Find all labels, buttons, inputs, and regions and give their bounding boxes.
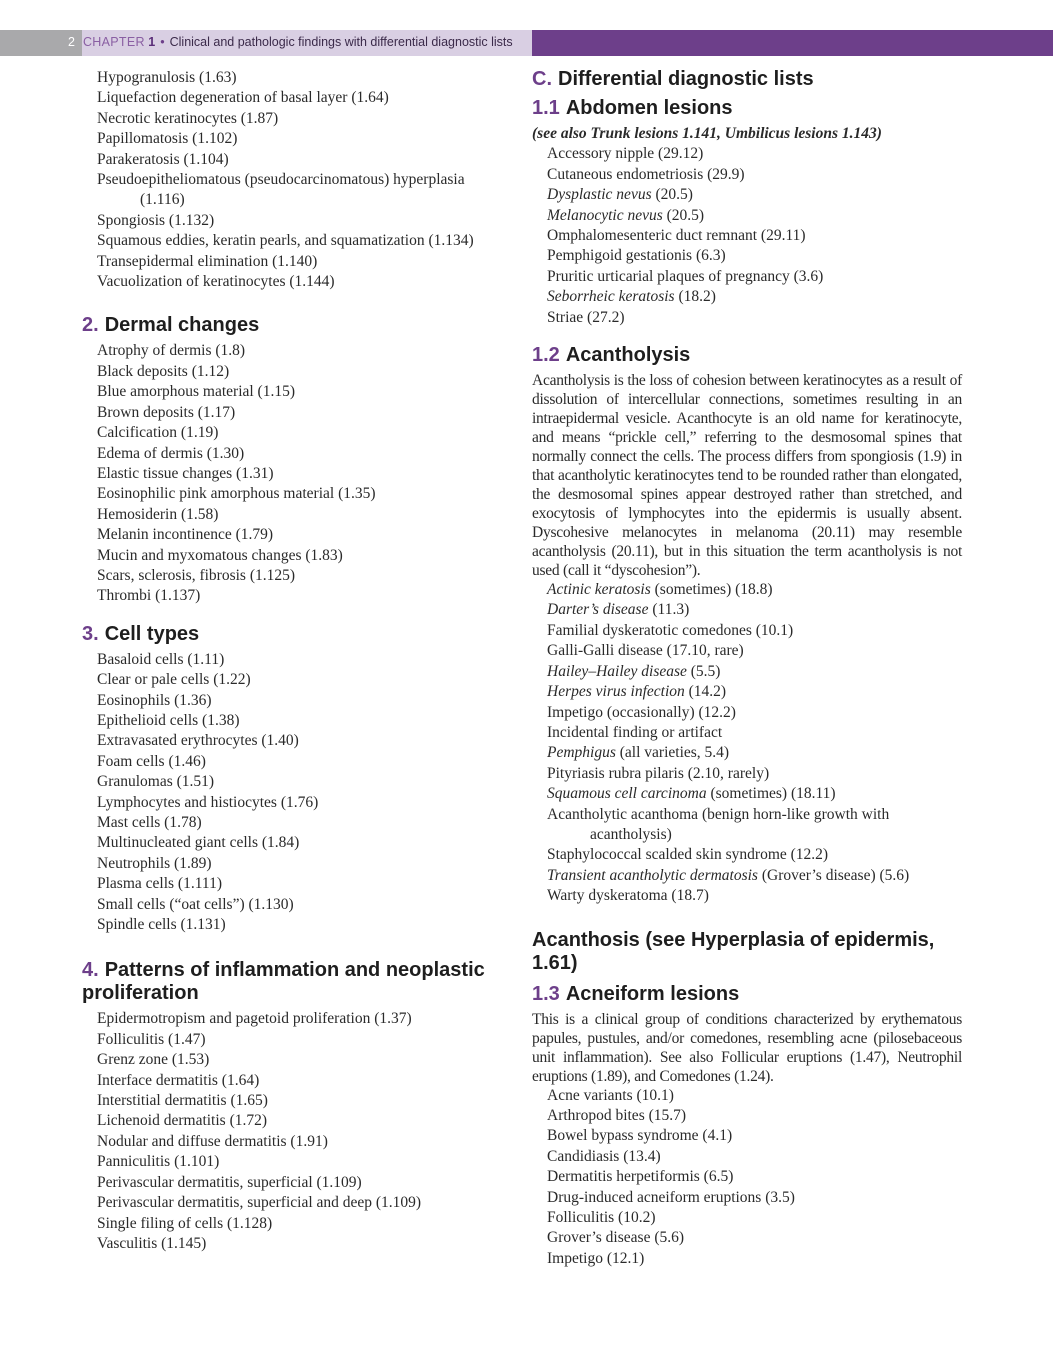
section-number: 3. xyxy=(82,622,99,645)
item-text: (5.5) xyxy=(686,662,721,680)
chapter-label: CHAPTER xyxy=(82,35,145,49)
list-item: Liquefaction degeneration of basal layer (1.64) xyxy=(97,89,389,107)
section-title: Cell types xyxy=(104,622,200,645)
section-heading xyxy=(82,959,507,1005)
main-heading xyxy=(532,68,962,91)
list-item: Mucin and myxomatous changes (1.83) xyxy=(97,546,343,564)
list-epidermal-changes-continued xyxy=(82,68,507,292)
list-item: Extravasated erythrocytes (1.40) xyxy=(97,732,299,750)
list-item: Scars, sclerosis, fibrosis (1.125) xyxy=(97,566,296,584)
list-item: Arthropod bites (15.7) xyxy=(547,1106,687,1124)
chapter-number: 1 xyxy=(148,35,156,49)
list-item xyxy=(532,703,962,723)
list-item: Thrombi (1.137) xyxy=(97,587,201,605)
list-item: Multinucleated giant cells (1.84) xyxy=(97,834,300,852)
list-item: Perivascular dermatitis, superficial (1.109) xyxy=(97,1173,362,1191)
item-text: Impetigo (occasionally) (12.2) xyxy=(547,703,736,721)
list-item xyxy=(532,206,962,226)
list-item: Panniculitis (1.101) xyxy=(97,1153,220,1171)
section-title: Patterns of inflammation and neoplastic proliferation xyxy=(82,959,485,1005)
list-item: Pseudoepitheliomatous (pseudocarcinomatous) hyperplasia (1.116) xyxy=(97,171,465,209)
section-heading xyxy=(82,623,507,646)
item-text: (all varieties, 5.4) xyxy=(615,744,730,762)
list-item: Squamous eddies, keratin pearls, and squamatization (1.134) xyxy=(97,232,474,250)
list-item: Papillomatosis (1.102) xyxy=(97,130,238,148)
list-item: Bowel bypass syndrome (4.1) xyxy=(547,1127,733,1145)
acneiform-paragraph: This is a clinical group of conditions characterized by erythematous papules, pustules, and/or comedones, resembling acne (pilosebaceous unit inflammation). See also Follicular eruptions (1.47), Neutrophil eruptions (1.89), and Comedones (1.24). xyxy=(532,1010,962,1085)
list-item: Spindle cells (1.131) xyxy=(97,916,226,934)
list-item: Necrotic keratinocytes (1.87) xyxy=(97,109,279,127)
list-item xyxy=(532,185,962,205)
item-text: (20.5) xyxy=(651,186,693,204)
item-text: Pemphigoid gestationis (6.3) xyxy=(547,247,726,265)
list-item: Elastic tissue changes (1.31) xyxy=(97,464,274,482)
list-item xyxy=(532,764,962,784)
list-item: Epidermotropism and pagetoid proliferation (1.37) xyxy=(97,1010,412,1028)
list-acneiform-lesions xyxy=(532,1086,962,1270)
main-heading-number: C. xyxy=(532,68,552,90)
list-item: Foam cells (1.46) xyxy=(97,752,206,770)
left-sections xyxy=(82,314,507,1254)
list-item: Nodular and diffuse dermatitis (1.91) xyxy=(97,1132,328,1150)
list-item xyxy=(532,662,962,682)
header-text xyxy=(68,35,513,49)
list-item xyxy=(532,641,962,661)
list-item: Dermatitis herpetiformis (6.5) xyxy=(547,1168,734,1186)
list-item xyxy=(532,682,962,702)
list-item: Lichenoid dermatitis (1.72) xyxy=(97,1112,268,1130)
heading-acantholysis xyxy=(532,344,962,367)
list-abdomen-lesions xyxy=(532,144,962,328)
list-item: Epithelioid cells (1.38) xyxy=(97,711,240,729)
item-text: Cutaneous endometriosis (29.9) xyxy=(547,165,745,183)
section-heading xyxy=(82,314,507,337)
section-number: 2. xyxy=(82,314,99,337)
italic-term: Transient acantholytic dermatosis xyxy=(547,866,758,884)
list-item: Folliculitis (10.2) xyxy=(547,1209,656,1226)
list-item xyxy=(532,308,962,328)
item-text: Acantholytic acanthoma (benign horn-like growth with acantholysis) xyxy=(547,805,890,843)
italic-term: Pemphigus xyxy=(547,744,616,762)
list-item xyxy=(532,287,962,307)
list-item: Single filing of cells (1.128) xyxy=(97,1214,273,1232)
item-text: Accessory nipple (29.12) xyxy=(547,145,704,163)
list-item: Hypogranulosis (1.63) xyxy=(97,69,237,86)
list-item xyxy=(532,866,962,886)
item-text: (sometimes) (18.8) xyxy=(650,581,773,599)
italic-term: Melanocytic nevus xyxy=(547,206,663,224)
item-text: (18.2) xyxy=(674,288,716,306)
list-item: Acne variants (10.1) xyxy=(547,1086,674,1104)
running-header xyxy=(0,30,1053,56)
item-text: Incidental finding or artifact xyxy=(547,723,723,741)
item-text: Omphalomesenteric duct remnant (29.11) xyxy=(547,227,806,245)
list-item: Plasma cells (1.111) xyxy=(97,875,222,893)
list-item: Neutrophils (1.89) xyxy=(97,854,212,872)
list-item xyxy=(532,144,962,164)
item-text: Striae (27.2) xyxy=(547,308,625,326)
list-acantholysis xyxy=(532,580,962,907)
list-item: Basaloid cells (1.11) xyxy=(97,650,225,668)
list-item xyxy=(532,246,962,266)
right-column xyxy=(532,68,962,1269)
list-item: Calcification (1.19) xyxy=(97,424,219,442)
list-item xyxy=(532,226,962,246)
italic-term: Herpes virus infection xyxy=(547,683,685,701)
italic-term: Seborrheic keratosis xyxy=(547,288,675,306)
left-column xyxy=(82,68,507,1254)
italic-term: Squamous cell carcinoma xyxy=(547,785,707,803)
list-item xyxy=(532,165,962,185)
list-item: Folliculitis (1.47) xyxy=(97,1030,206,1048)
list-item: Black deposits (1.12) xyxy=(97,362,230,380)
list-item: Interface dermatitis (1.64) xyxy=(97,1071,260,1089)
list-item: Eosinophilic pink amorphous material (1.35) xyxy=(97,485,376,503)
list-item: Mast cells (1.78) xyxy=(97,814,202,831)
list-item xyxy=(532,805,962,846)
list-item: Vacuolization of keratinocytes (1.144) xyxy=(97,273,335,291)
list-item xyxy=(532,886,962,906)
list-item: Drug-induced acneiform eruptions (3.5) xyxy=(547,1188,795,1206)
header-dark-band xyxy=(532,30,1053,56)
list-item: Grover’s disease (5.6) xyxy=(547,1229,685,1247)
list-item: Granulomas (1.51) xyxy=(97,773,215,791)
list-item: Atrophy of dermis (1.8) xyxy=(97,342,246,360)
item-text: Staphylococcal scalded skin syndrome (12.2) xyxy=(547,846,829,864)
see-also-note: (see also Trunk lesions 1.141, Umbilicus lesions 1.143) xyxy=(532,125,882,142)
acantholysis-paragraph: Acantholysis is the loss of cohesion between keratinocytes as a result of dissolution of intercellular connections, sometimes resulting in an intraepidermal vesicle. Acanthocyte is an old name for keratinocyte, and means “prickle cell,” referring to the desmosomal spines that normally connect the cells. The process differs from spongiosis (1.9) in that acantholytic keratinocytes tend to be rounded rather than elongated, the desmosomal spines appear destroyed rather than stretched, and exocytosis of lymphocytes into the epidermis is usually absent. Dyscohesive melanocytes in melanoma (20.11) may resemble acantholysis (20.11), but in this situation the term acantholysis is not used (call it “dyscohesion”). xyxy=(532,372,962,580)
section-number: 1.3 xyxy=(532,982,560,1005)
list-item: Grenz zone (1.53) xyxy=(97,1051,210,1069)
list-item xyxy=(532,267,962,287)
italic-term: Actinic keratosis xyxy=(547,581,651,599)
main-heading-title: Differential diagnostic lists xyxy=(558,68,814,90)
list-item: Small cells (“oat cells”) (1.130) xyxy=(97,895,294,913)
section-number: 1.1 xyxy=(532,97,560,119)
heading-abdomen-lesions xyxy=(532,97,962,120)
list-item: Interstitial dermatitis (1.65) xyxy=(97,1092,268,1110)
item-text: Galli-Galli disease (17.10, rare) xyxy=(547,642,744,660)
item-text: (Grover’s disease) (5.6) xyxy=(757,866,910,884)
section-title: Acneiform lesions xyxy=(565,982,740,1005)
list-item xyxy=(532,743,962,763)
list-item: Eosinophils (1.36) xyxy=(97,691,212,709)
list-item xyxy=(532,784,962,804)
list-item xyxy=(532,600,962,620)
list-item xyxy=(532,723,962,743)
heading-acneiform-lesions xyxy=(532,983,962,1006)
list-item: Melanin incontinence (1.79) xyxy=(97,526,274,544)
section-number: 1.2 xyxy=(532,344,560,367)
item-text: (sometimes) (18.11) xyxy=(706,785,836,803)
section-number: 4. xyxy=(82,959,99,982)
list-item: Blue amorphous material (1.15) xyxy=(97,383,296,401)
italic-term: Hailey–Hailey disease xyxy=(547,662,687,680)
chapter-title: Clinical and pathologic findings with differential diagnostic lists xyxy=(169,35,513,49)
item-text: Warty dyskeratoma (18.7) xyxy=(547,887,709,905)
section-title: Abdomen lesions xyxy=(565,97,733,119)
italic-term: Darter’s disease xyxy=(547,601,649,619)
list-item: Parakeratosis (1.104) xyxy=(97,150,229,168)
item-text: Pityriasis rubra pilaris (2.10, rarely) xyxy=(547,764,770,782)
heading-acanthosis: Acanthosis (see Hyperplasia of epidermis, 1.61) xyxy=(532,928,935,974)
header-separator: • xyxy=(160,35,165,49)
list-item: Vasculitis (1.145) xyxy=(97,1234,207,1252)
item-text: Pruritic urticarial plaques of pregnancy (3.6) xyxy=(547,267,824,285)
list-item: Candidiasis (13.4) xyxy=(547,1147,661,1165)
list-item xyxy=(532,621,962,641)
list-item: Spongiosis (1.132) xyxy=(97,211,215,229)
item-text: Familial dyskeratotic comedones (10.1) xyxy=(547,621,794,639)
italic-term: Dysplastic nevus xyxy=(547,186,652,204)
list-item: Hemosiderin (1.58) xyxy=(97,505,219,523)
list-item: Edema of dermis (1.30) xyxy=(97,444,245,462)
list-item: Brown deposits (1.17) xyxy=(97,403,236,421)
item-text: (14.2) xyxy=(684,683,727,701)
list-item: Perivascular dermatitis, superficial and deep (1.109) xyxy=(97,1194,422,1212)
list-item: Clear or pale cells (1.22) xyxy=(97,671,251,689)
list-item xyxy=(532,845,962,865)
page-number: 2 xyxy=(68,35,75,49)
list-item: Transepidermal elimination (1.140) xyxy=(97,252,318,270)
section-title: Acantholysis xyxy=(565,344,691,367)
list-item: Impetigo (12.1) xyxy=(547,1249,645,1267)
item-text: (11.3) xyxy=(648,601,690,619)
list-item xyxy=(532,580,962,600)
item-text: (20.5) xyxy=(662,206,705,224)
section-title: Dermal changes xyxy=(104,314,260,337)
list-item: Lymphocytes and histiocytes (1.76) xyxy=(97,793,319,811)
